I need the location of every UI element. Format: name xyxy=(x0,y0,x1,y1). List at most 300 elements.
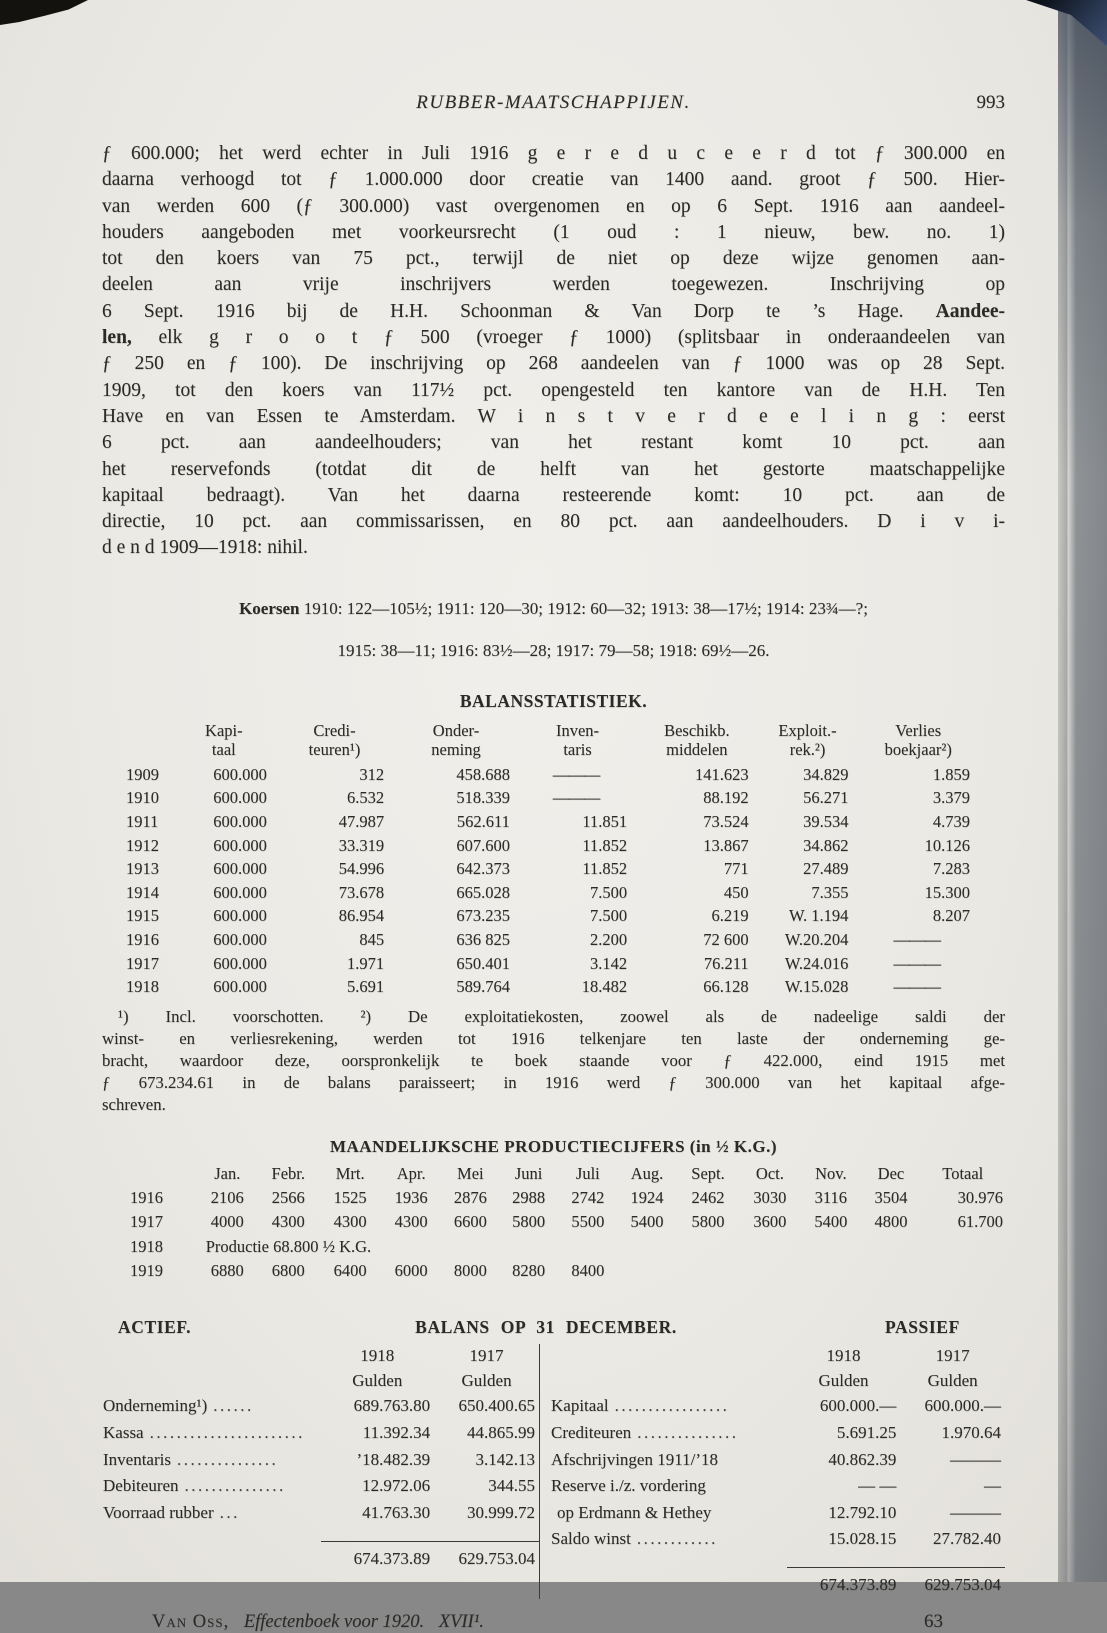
value-cell: 18.482 xyxy=(581,977,628,997)
value-cell: 589.764 xyxy=(456,977,510,997)
year-cell: 1916 xyxy=(130,1187,163,1207)
value-cell: 1525 xyxy=(333,1187,367,1207)
header-line-2: taal xyxy=(211,740,236,760)
value-cell: 2742 xyxy=(571,1187,605,1207)
publisher-name: Van Oss, xyxy=(152,1611,230,1632)
value-cell: 845 xyxy=(359,929,385,949)
month-header: Totaal xyxy=(942,1163,984,1183)
value-cell: 11.852 xyxy=(582,859,628,879)
unit-header: Gulden xyxy=(818,1370,869,1390)
total-value: 674.373.89 xyxy=(321,1541,435,1572)
footnote-line: winst- en verliesrekening, werden tot 1916 telkenjare ten laste der onderneming ge- xyxy=(102,1028,1005,1048)
passief-table xyxy=(550,1344,1005,1599)
value-cell: 607.600 xyxy=(456,835,510,855)
balance-body xyxy=(102,1344,1005,1599)
unit-header-row xyxy=(550,1369,1005,1394)
text: kapitaal bedraagt). Van het daarna resteerende komt: 10 pct. aan de xyxy=(102,484,1005,506)
value-cell: W.15.028 xyxy=(784,977,849,997)
balance-row xyxy=(102,1420,539,1447)
value-cell: 450 xyxy=(723,882,749,902)
koersen-line xyxy=(102,640,1005,662)
table-row xyxy=(116,810,984,834)
text: deelen aan vrije inschrijvers werden toegewezen. Inschrijving op xyxy=(102,274,1005,296)
row-label xyxy=(550,1526,787,1553)
value-cell: 15.300 xyxy=(924,882,970,902)
total-value: 629.753.04 xyxy=(434,1541,539,1572)
dot-leader: ....................... xyxy=(149,1422,305,1442)
label-text: Onderneming¹) xyxy=(103,1396,208,1416)
prod-header-row xyxy=(108,1162,1005,1186)
table-row xyxy=(116,834,984,858)
value-cell: 47.987 xyxy=(338,811,385,831)
value-cell: 8000 xyxy=(453,1260,487,1280)
value-cell: 12.792.10 xyxy=(828,1502,897,1522)
header-line-2: teuren¹) xyxy=(308,740,361,760)
spacer-row xyxy=(550,1553,1005,1568)
value-cell: — — xyxy=(858,1476,897,1496)
column-header xyxy=(281,721,398,763)
value-cell: 642.373 xyxy=(456,859,510,879)
value-cell: 3.142.13 xyxy=(475,1449,535,1469)
label-spacer xyxy=(550,1369,787,1394)
balance-row xyxy=(102,1393,539,1420)
dot-leader: ............ xyxy=(636,1529,718,1549)
page-number: 993 xyxy=(976,92,1005,113)
balance-headings xyxy=(102,1317,1005,1338)
value-cell: 4.739 xyxy=(932,811,970,831)
header-line-1: Onder- xyxy=(432,720,480,740)
stat-header-row xyxy=(116,721,984,763)
value-cell: 4000 xyxy=(210,1212,244,1232)
table-row xyxy=(116,904,984,928)
value-cell: 11.392.34 xyxy=(362,1422,431,1442)
value-cell: 13.867 xyxy=(703,835,749,855)
bold-text: Aandee- xyxy=(935,300,1005,322)
row-label xyxy=(102,1420,321,1447)
month-header: Dec xyxy=(877,1163,905,1183)
value-cell: 600.000 xyxy=(213,788,267,808)
paragraph-line xyxy=(102,483,1005,509)
page-title: RUBBER-MAATSCHAPPIJEN. xyxy=(416,92,691,113)
row-label xyxy=(550,1473,787,1500)
value-cell: 3116 xyxy=(814,1187,848,1207)
value-cell: — xyxy=(984,1476,1001,1496)
value-cell: 562.611 xyxy=(456,811,510,831)
value-cell: 650.400.65 xyxy=(458,1396,535,1416)
year-cell: 1909 xyxy=(126,764,159,784)
value-cell: 30.976 xyxy=(957,1187,1003,1207)
value-cell: 4300 xyxy=(333,1212,367,1232)
value-cell: 88.192 xyxy=(703,788,749,808)
actief-label: ACTIEF. xyxy=(118,1317,192,1338)
value-cell: W. 1.194 xyxy=(789,906,849,926)
value-cell: 66.128 xyxy=(703,977,749,997)
year-column-header xyxy=(116,721,177,763)
value-cell: 6.532 xyxy=(346,788,385,808)
value-cell xyxy=(677,1259,740,1283)
productie-title: MAANDELIJKSCHE PRODUCTIECIJFERS (in ½ K.G.) xyxy=(329,1136,777,1156)
value-cell: ——— xyxy=(893,929,940,949)
value-cell: 518.339 xyxy=(456,788,510,808)
text: 1915: 38—11; 1916: 83½—28; 1917: 79—58; 1918: 69½—26. xyxy=(337,640,770,660)
value-cell: 1.859 xyxy=(932,764,970,784)
value-cell: 2.200 xyxy=(589,929,628,949)
table-row xyxy=(108,1186,1005,1210)
label-text: Inventaris xyxy=(103,1449,171,1469)
table-row xyxy=(116,975,984,999)
header-line-2: rek.²) xyxy=(789,740,826,760)
value-cell: 76.211 xyxy=(703,953,749,973)
value-cell: 7.500 xyxy=(589,906,628,926)
value-cell: 600.000 xyxy=(213,953,267,973)
label-text: Reserve i./z. vordering xyxy=(551,1476,706,1496)
total-row xyxy=(550,1568,1005,1599)
unit-header-row xyxy=(102,1369,539,1394)
value-cell: 56.271 xyxy=(803,788,849,808)
row-label xyxy=(102,1473,321,1500)
year-cell: 1915 xyxy=(126,906,159,926)
value-cell: 312 xyxy=(359,764,385,784)
value-cell: 6880 xyxy=(210,1260,244,1280)
value-cell: 41.763.30 xyxy=(362,1502,431,1522)
actief-body xyxy=(102,1344,539,1572)
value-cell: 6600 xyxy=(453,1212,487,1232)
value-cell: 4300 xyxy=(271,1212,305,1232)
text: daarna verhoogd tot ƒ 1.000.000 door creatie van 1400 aand. groot ƒ 500. Hier- xyxy=(102,169,1005,191)
scan-artifact-top-left xyxy=(0,0,88,25)
value-cell: 10.126 xyxy=(924,835,970,855)
row-label xyxy=(102,1393,321,1420)
value-cell: 636 825 xyxy=(456,929,510,949)
header-line-1: Inven- xyxy=(555,720,600,740)
text: tot den koers van 75 pct., terwijl de niet op deze wijze genomen aan- xyxy=(102,248,1005,270)
balance-row xyxy=(550,1420,1005,1447)
value-cell xyxy=(617,1259,676,1283)
value-cell: 1924 xyxy=(630,1187,664,1207)
table-row xyxy=(116,881,984,905)
column-header xyxy=(524,721,641,763)
month-header: Sept. xyxy=(691,1163,725,1183)
value-cell: 2462 xyxy=(691,1187,725,1207)
month-header: Juni xyxy=(514,1163,543,1183)
value-cell: 650.401 xyxy=(456,953,510,973)
year-cell: 1911 xyxy=(126,811,159,831)
value-cell: 11.852 xyxy=(582,835,628,855)
table-row xyxy=(116,952,984,976)
value-cell: 6800 xyxy=(271,1260,305,1280)
year-cell: 1917 xyxy=(130,1212,163,1232)
text: directie, 10 pct. aan commissarissen, en 80 pct. aan aandeelhouders. D i v i- xyxy=(102,511,1005,533)
year-header: 1917 xyxy=(469,1346,504,1366)
text: het reservefonds (totdat dit de helft van het gestorte maatschappelijke xyxy=(102,458,1005,480)
value-cell: 458.688 xyxy=(456,764,510,784)
paragraph-line xyxy=(102,430,1005,456)
label-text: Kassa xyxy=(103,1422,144,1442)
column-header xyxy=(177,721,281,763)
value-cell: 673.235 xyxy=(456,906,510,926)
paragraph-line xyxy=(102,272,1005,298)
value-cell: 6000 xyxy=(394,1260,428,1280)
balance-row xyxy=(102,1447,539,1474)
table-row xyxy=(108,1235,1005,1259)
value-cell: 2106 xyxy=(210,1187,244,1207)
text: houders aangeboden met voorkeursrecht (1 oud : 1 nieuw, bew. no. 1) xyxy=(102,221,1005,243)
value-cell: 344.55 xyxy=(488,1476,535,1496)
value-cell: 5400 xyxy=(630,1212,664,1232)
paragraph-line xyxy=(102,351,1005,377)
label-text: Kapitaal xyxy=(551,1396,609,1416)
label-spacer xyxy=(102,1369,321,1394)
column-header xyxy=(641,721,763,763)
header-line-1: Exploit.- xyxy=(778,720,837,740)
text: Have en van Essen te Amsterdam. W i n s t v e r d e e l i n g : eerst xyxy=(102,405,1005,427)
value-cell: 600.000 xyxy=(213,811,267,831)
label-text: Saldo winst xyxy=(551,1529,631,1549)
month-header: Mrt. xyxy=(335,1163,365,1183)
balance-row xyxy=(550,1447,1005,1474)
value-cell: 5500 xyxy=(571,1212,605,1232)
label-text: Voorraad rubber xyxy=(103,1502,214,1522)
value-cell: 15.028.15 xyxy=(828,1529,897,1549)
label-spacer xyxy=(102,1344,321,1369)
footnote-line: bracht, waardoor deze, oorspronkelijk te boek staande voor ƒ 422.000, eind 1915 met xyxy=(102,1050,1005,1070)
table-row xyxy=(116,786,984,810)
paragraph-line xyxy=(102,167,1005,193)
actief-column xyxy=(102,1344,539,1599)
value-cell: 6400 xyxy=(333,1260,367,1280)
value-cell: 8.207 xyxy=(932,906,970,926)
page-header xyxy=(102,92,1005,114)
dot-leader: ............... xyxy=(176,1449,279,1469)
value-cell: 39.534 xyxy=(803,811,849,831)
header-line-1: Credi- xyxy=(313,720,356,740)
value-cell: 600.000 xyxy=(213,929,267,949)
table-row xyxy=(108,1259,1005,1283)
paragraph-line xyxy=(102,509,1005,535)
year-cell: 1913 xyxy=(126,859,159,879)
year-header-row xyxy=(102,1344,539,1369)
paragraph-line xyxy=(102,246,1005,272)
value-cell: 5800 xyxy=(512,1212,546,1232)
year-cell: 1916 xyxy=(126,929,159,949)
month-header: Mei xyxy=(457,1163,484,1183)
header-line-1: Beschikb. xyxy=(664,720,730,740)
value-cell: 2566 xyxy=(271,1187,305,1207)
note-cell: Productie 68.800 ½ K.G. xyxy=(205,1236,372,1256)
value-cell xyxy=(861,1259,920,1283)
table-row xyxy=(116,928,984,952)
month-header: Oct. xyxy=(755,1163,784,1183)
value-cell: 86.954 xyxy=(338,906,385,926)
value-cell: 7.283 xyxy=(932,859,970,879)
footnote-line: schreven. xyxy=(102,1094,166,1114)
value-cell: 5.691 xyxy=(346,977,385,997)
value-cell: ——— xyxy=(552,764,600,784)
text: ƒ 600.000; het werd echter in Juli 1916 g e r e d u c e e r d tot ƒ 300.000 en xyxy=(102,143,1005,164)
value-cell: 600.000 xyxy=(213,835,267,855)
value-cell: 141.623 xyxy=(695,764,749,784)
value-cell: 600.000 xyxy=(213,859,267,879)
header-line-1: Kapi- xyxy=(205,720,243,740)
value-cell: 771 xyxy=(723,859,749,879)
table-row xyxy=(116,857,984,881)
label-text: Debiteuren xyxy=(103,1476,179,1496)
koersen-line xyxy=(102,598,1005,620)
value-cell: 600.000 xyxy=(213,906,267,926)
text: 6 Sept. 1916 bij de H.H. Schoonman & Van Dorp te ’s Hage. xyxy=(102,300,936,322)
balance-row xyxy=(550,1500,1005,1527)
text: van werden 600 (ƒ 300.000) vast overgenomen en op 6 Sept. 1916 aan aandeel- xyxy=(102,195,1005,217)
page-content xyxy=(102,0,1005,1633)
value-cell: 61.700 xyxy=(957,1212,1003,1232)
header-line-2: boekjaar²) xyxy=(884,740,952,760)
paragraph-line xyxy=(102,325,1005,351)
balance-row xyxy=(550,1526,1005,1553)
value-cell xyxy=(921,1259,1005,1283)
paragraph-line xyxy=(102,535,1005,561)
year-cell: 1918 xyxy=(130,1236,163,1256)
value-cell: 4800 xyxy=(874,1212,908,1232)
dot-leader: ...... xyxy=(213,1396,254,1416)
volume-number: XVII¹. xyxy=(438,1611,484,1632)
passief-body xyxy=(550,1344,1005,1599)
text: 1909, tot den koers van 117½ pct. opengesteld ten kantore van de H.H. Ten xyxy=(102,379,1005,401)
value-cell: 7.500 xyxy=(589,882,628,902)
value-cell: 73.678 xyxy=(338,882,385,902)
value-cell: 44.865.99 xyxy=(467,1422,535,1442)
column-header xyxy=(862,721,984,763)
year-header: 1918 xyxy=(360,1346,395,1366)
productie-table xyxy=(108,1162,1005,1284)
value-cell: 27.782.40 xyxy=(933,1529,1001,1549)
text: d e n d 1909—1918: nihil. xyxy=(102,537,308,559)
month-header: Nov. xyxy=(815,1163,847,1183)
footnote-block xyxy=(102,1006,1005,1116)
row-label xyxy=(102,1447,321,1474)
value-cell: 12.972.06 xyxy=(362,1476,431,1496)
value-cell: ’18.482.39 xyxy=(356,1449,431,1469)
spacer-row xyxy=(102,1526,539,1541)
label-spacer xyxy=(102,1541,321,1572)
year-cell: 1910 xyxy=(126,788,159,808)
header-line-2: neming xyxy=(431,740,481,760)
balance-row xyxy=(102,1473,539,1500)
total-row xyxy=(102,1541,539,1572)
total-value: 674.373.89 xyxy=(787,1568,901,1599)
value-cell: 34.862 xyxy=(803,835,849,855)
dot-leader: ... xyxy=(219,1502,240,1522)
unit-header: Gulden xyxy=(927,1370,978,1390)
paragraph-line xyxy=(102,378,1005,404)
paragraph-line xyxy=(102,220,1005,246)
productie-body xyxy=(108,1162,1005,1284)
value-cell: 7.355 xyxy=(811,882,849,902)
value-cell: 8400 xyxy=(571,1260,605,1280)
balans-title: BALANS OP 31 DECEMBER. xyxy=(415,1317,677,1338)
value-cell: 600.000 xyxy=(213,882,267,902)
year-header: 1918 xyxy=(826,1346,861,1366)
value-cell: 5800 xyxy=(691,1212,725,1232)
month-header: Febr. xyxy=(271,1163,306,1183)
value-cell: ——— xyxy=(950,1502,1001,1522)
paragraph-line xyxy=(102,299,1005,325)
paragraph-line xyxy=(102,457,1005,483)
unit-header: Gulden xyxy=(461,1370,512,1390)
body-paragraph xyxy=(102,141,1005,562)
value-cell: ——— xyxy=(552,788,600,808)
month-header: Aug. xyxy=(630,1163,664,1183)
label-text: op Erdmann & Hethey xyxy=(557,1502,712,1522)
value-cell: 33.319 xyxy=(338,835,385,855)
row-label xyxy=(550,1420,787,1447)
value-cell: 40.862.39 xyxy=(828,1449,897,1469)
month-header: Jan. xyxy=(214,1163,241,1183)
header-line-1: Verlies xyxy=(895,720,942,740)
year-header-row xyxy=(550,1344,1005,1369)
column-header xyxy=(398,721,524,763)
value-cell: 689.763.80 xyxy=(353,1396,431,1416)
value-cell: 3.142 xyxy=(589,953,628,973)
year-cell: 1917 xyxy=(126,953,159,973)
balansstatistiek-table xyxy=(116,721,984,999)
value-cell: 11.851 xyxy=(582,811,628,831)
balance-row xyxy=(550,1473,1005,1500)
balance-row xyxy=(102,1500,539,1527)
value-cell: ——— xyxy=(893,953,940,973)
value-cell: 34.829 xyxy=(803,764,849,784)
bold-text: Koersen xyxy=(239,598,300,618)
scan-edge-band xyxy=(1058,0,1107,1582)
paragraph-line xyxy=(102,141,1005,167)
balansstatistiek-title: BALANSSTATISTIEK. xyxy=(459,690,648,711)
value-cell xyxy=(800,1259,861,1283)
paragraph-line xyxy=(102,404,1005,430)
value-cell: 1936 xyxy=(394,1187,428,1207)
value-cell: 3600 xyxy=(753,1212,787,1232)
text: ƒ 250 en ƒ 100). De inschrijving op 268 aandeelen van ƒ 1000 was op 28 Sept. xyxy=(102,353,1005,375)
passief-label: PASSIEF xyxy=(885,1317,960,1338)
page-footer xyxy=(102,1611,1005,1633)
actief-table xyxy=(102,1344,539,1572)
row-label xyxy=(550,1500,787,1527)
book-title: Effectenboek voor 1920. xyxy=(243,1611,425,1632)
unit-header: Gulden xyxy=(352,1370,403,1390)
signature-number: 63 xyxy=(924,1610,943,1632)
imprint xyxy=(102,1612,484,1633)
dot-leader: ............... xyxy=(184,1476,286,1496)
value-cell: 3504 xyxy=(874,1187,908,1207)
value-cell: 27.489 xyxy=(803,859,849,879)
value-cell: 600.000.— xyxy=(924,1396,1001,1416)
label-text: Crediteuren xyxy=(551,1422,632,1442)
month-header: Juli xyxy=(575,1163,600,1183)
passief-column xyxy=(539,1344,1005,1599)
value-cell: 30.999.72 xyxy=(467,1502,535,1522)
value-cell: 2988 xyxy=(512,1187,546,1207)
value-cell: 5.691.25 xyxy=(836,1422,897,1442)
label-spacer xyxy=(550,1344,787,1369)
row-label xyxy=(550,1447,787,1474)
text: elk g r o o t ƒ 500 (vroeger ƒ 1000) (splitsbaar in onderaandeelen van xyxy=(131,327,1005,349)
text: 1910: 122—105½; 1911: 120—30; 1912: 60—32; 1913: 38—17½; 1914: 23¾—?; xyxy=(299,598,868,618)
value-cell: ——— xyxy=(950,1449,1001,1469)
bold-text: len, xyxy=(102,327,132,349)
value-cell: 1.971 xyxy=(346,953,385,973)
year-cell: 1918 xyxy=(126,977,159,997)
value-cell: 3030 xyxy=(753,1187,787,1207)
row-label xyxy=(102,1500,321,1527)
year-cell: 1912 xyxy=(126,835,159,855)
